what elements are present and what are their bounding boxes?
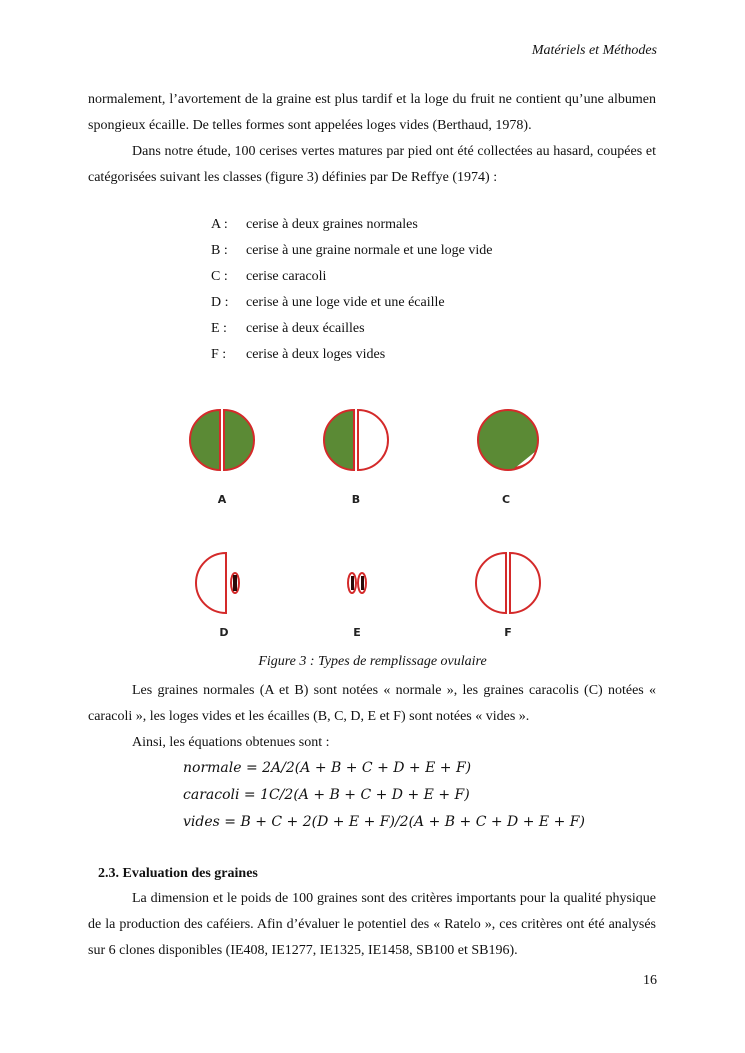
paragraph-1: normalement, l’avortement de la graine est plus tardif et la loge du fruit ne contient qu’une albumen spongieux écaille. De telles formes sont appelées loges vides (Berthaud, 1978). [88, 92, 656, 133]
paragraph-3: Les graines normales (A et B) sont notées « normale », les graines caracolis (C) notées « caracoli », les loges vides et les écailles (B, C, D, E et F) sont notées « vides ». [88, 683, 656, 724]
diagram-c [478, 410, 538, 470]
figure-ovule-filling [180, 395, 560, 645]
diagram-d [196, 553, 239, 613]
class-item-e: E : cerise à deux écailles [211, 321, 365, 336]
running-header: Matériels et Méthodes [531, 43, 657, 58]
figure-label-a: A [217, 493, 227, 506]
diagram-b [324, 410, 388, 470]
class-item-b: B : cerise à une graine normale et une loge vide [211, 243, 493, 258]
figure-caption: Figure 3 : Types de remplissage ovulaire [258, 654, 487, 669]
equation-normale: normale = 2A/2(A + B + C + D + E + F) [183, 760, 472, 776]
figure-label-b: B [351, 493, 361, 506]
figure-label-c: C [501, 493, 511, 506]
class-item-a: A : cerise à deux graines normales [211, 217, 418, 232]
diagram-f [476, 553, 540, 613]
paragraph-4: Ainsi, les équations obtenues sont : [132, 735, 330, 750]
class-item-c: C : cerise caracoli [211, 269, 327, 284]
diagram-e [348, 573, 366, 593]
page-number: 16 [643, 973, 657, 988]
paragraph-5: La dimension et le poids de 100 graines sont des critères importants pour la qualité physique de la production des caféiers. Afin d’évaluer le potentiel des « Ratelo », ces critères ont été analysés sur 6 clones disponibles (IE408, IE1277, IE1325, IE1458, SB100 et SB196). [88, 891, 656, 958]
figure-label-d: D [219, 626, 229, 639]
equation-vides: vides = B + C + 2(D + E + F)/2(A + B + C + D + E + F) [183, 814, 585, 830]
class-item-d: D : cerise à une loge vide et une écaille [211, 295, 445, 310]
diagram-a [190, 410, 254, 470]
paragraph-2: Dans notre étude, 100 cerises vertes matures par pied ont été collectées au hasard, coupées et catégorisées suivant les classes (figure 3) définies par De Reffye (1974) : [88, 144, 656, 185]
figure-label-f: F [504, 626, 512, 639]
class-list [211, 212, 492, 368]
section-title: 2.3. Evaluation des graines [98, 866, 258, 881]
equation-caracoli: caracoli = 1C/2(A + B + C + D + E + F) [183, 787, 470, 803]
figure-label-e: E [353, 626, 361, 639]
class-item-f: F : cerise à deux loges vides [211, 347, 386, 362]
